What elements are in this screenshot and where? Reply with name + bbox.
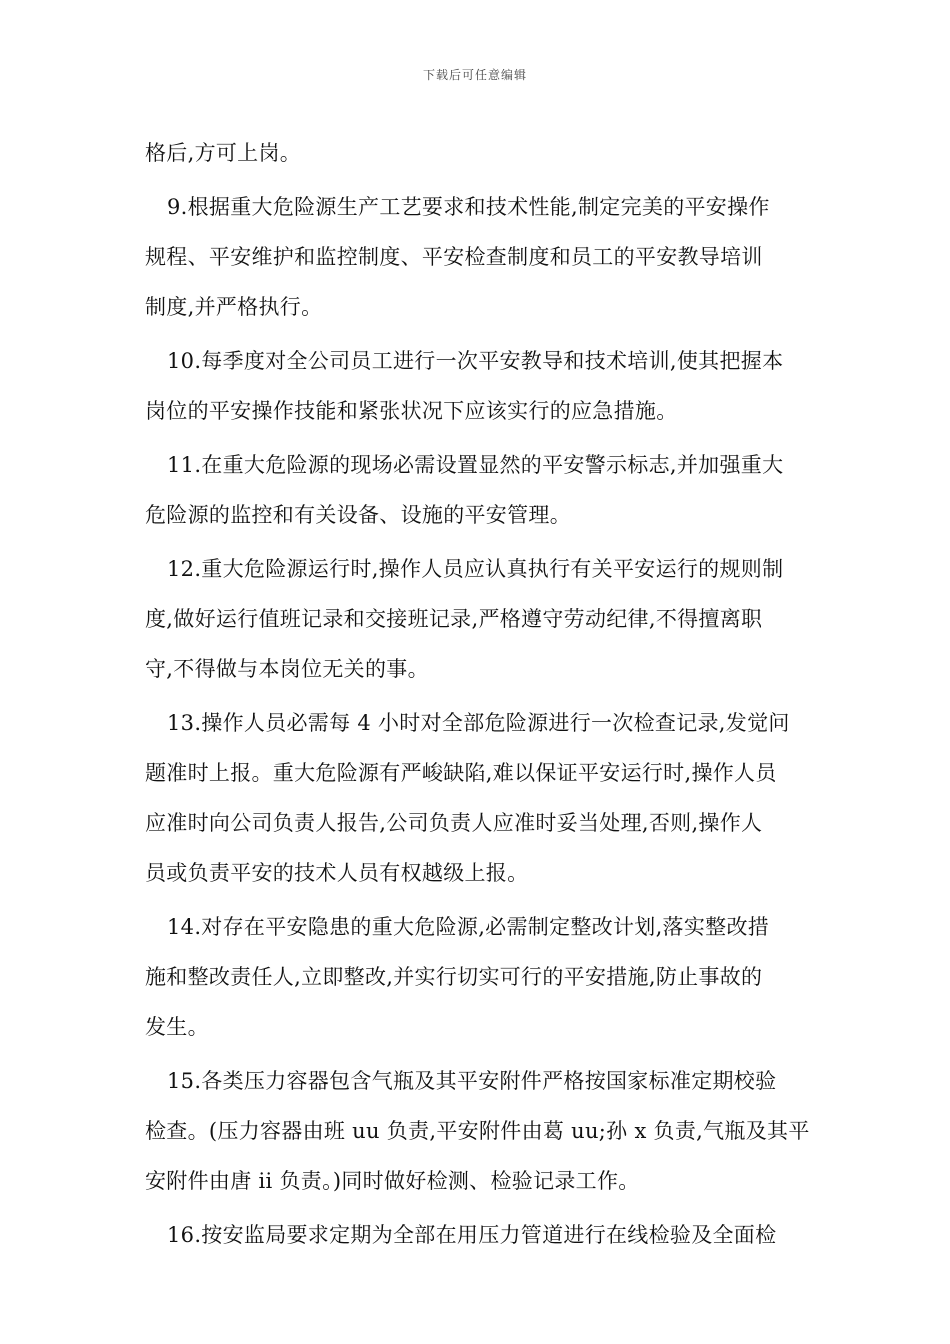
text-line: 14.对存在平安隐患的重大危险源,必需制定整改计划,落实整改措	[167, 915, 770, 939]
paragraph-item-12	[145, 544, 813, 694]
paragraph-item-14	[145, 902, 813, 1052]
text-line: 岗位的平安操作技能和紧张状况下应该实行的应急措施。	[145, 399, 678, 423]
paragraph-item-11	[145, 440, 813, 540]
text-line: 度,做好运行值班记录和交接班记录,严格遵守劳动纪律,不得擅离职	[145, 607, 763, 631]
text-line: 11.在重大危险源的现场必需设置显然的平安警示标志,并加强重大	[167, 453, 784, 477]
text-line: 检查。(压力容器由班 uu 负责,平安附件由葛 uu;孙 x 负责,气瓶及其平	[145, 1119, 810, 1143]
text-line: 制度,并严格执行。	[145, 295, 323, 319]
text-line: 守,不得做与本岗位无关的事。	[145, 657, 429, 681]
text-line: 12.重大危险源运行时,操作人员应认真执行有关平安运行的规则制	[167, 557, 784, 581]
text-line: 安附件由唐 ii 负责。)同时做好检测、检验记录工作。	[145, 1169, 640, 1193]
text-line: 13.操作人员必需每 4 小时对全部危险源进行一次检查记录,发觉问	[167, 711, 790, 735]
paragraph-item-13	[145, 698, 813, 898]
paragraph-item-15	[145, 1056, 813, 1206]
text-line: 题准时上报。重大危险源有严峻缺陷,难以保证平安运行时,操作人员	[145, 761, 777, 785]
text-line: 发生。	[145, 1015, 209, 1039]
text-line: 应准时向公司负责人报告,公司负责人应准时妥当处理,否则,操作人	[145, 811, 763, 835]
text-line: 10.每季度对全公司员工进行一次平安教导和技术培训,使其把握本	[167, 349, 784, 373]
page-header: 下载后可任意编辑	[422, 68, 527, 82]
document-body	[145, 128, 813, 1260]
text-line: 危险源的监控和有关设备、设施的平安管理。	[145, 503, 571, 527]
paragraph-continuation	[145, 128, 813, 178]
text-line: 格后,方可上岗。	[145, 141, 302, 165]
text-line: 16.按安监局要求定期为全部在用压力管道进行在线检验及全面检	[167, 1223, 777, 1247]
text-line: 9.根据重大危险源生产工艺要求和技术性能,制定完美的平安操作	[167, 195, 770, 219]
text-line: 施和整改责任人,立即整改,并实行切实可行的平安措施,防止事故的	[145, 965, 763, 989]
text-line: 15.各类压力容器包含气瓶及其平安附件严格按国家标准定期校验	[167, 1069, 777, 1093]
text-line: 员或负责平安的技术人员有权越级上报。	[145, 861, 529, 885]
paragraph-item-10	[145, 336, 813, 436]
paragraph-item-16	[145, 1210, 813, 1260]
paragraph-item-9	[145, 182, 813, 332]
text-line: 规程、平安维护和监控制度、平安检查制度和员工的平安教导培训	[145, 245, 763, 269]
